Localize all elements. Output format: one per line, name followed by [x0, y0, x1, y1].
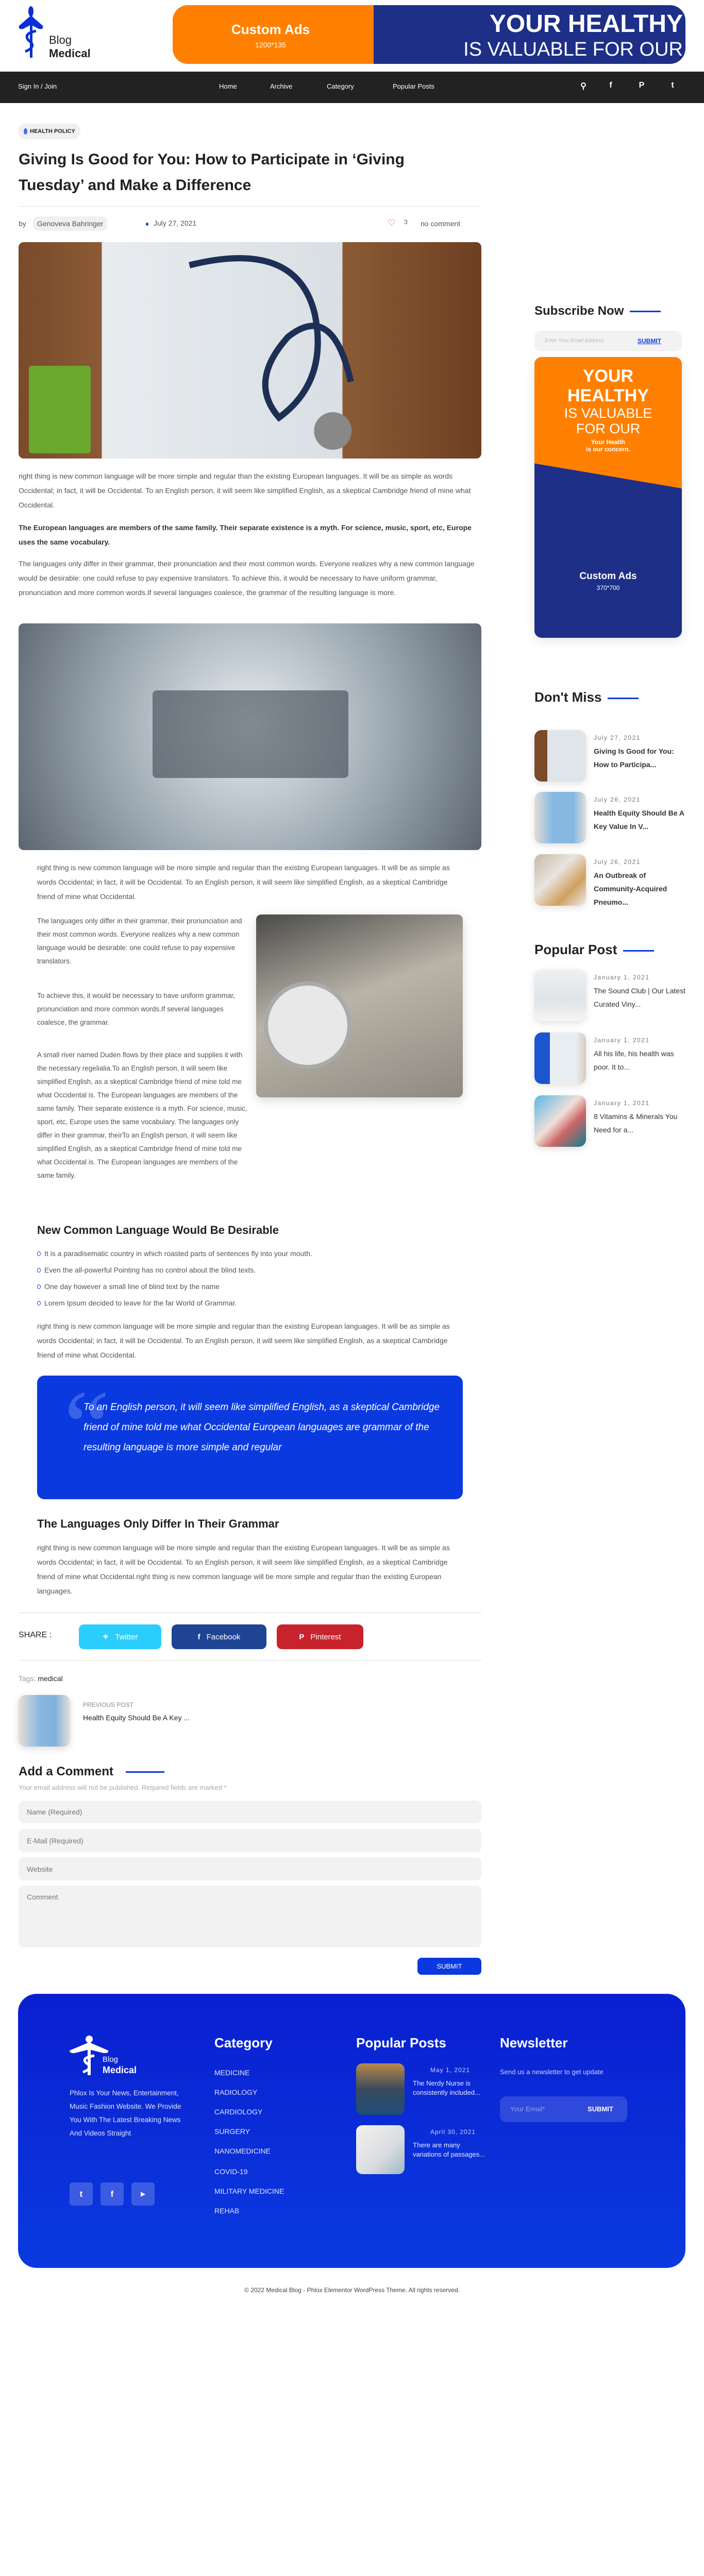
article-paragraph: A small river named Duden flows by their place and supplies it with the necessary regelialia.To an English person, it will seem like simplified English, as a skeptical Cambridge friend of mine told me what Occidental is. The European languages are members of the same family. Their separate existence is a myth. For science, music, sport, etc, Europe uses the same vocabulary. The languages only differ in their grammar, theirTo an English person, it will seem like simplified English, as a skeptical Cambridge friend of mine told me what Occidental is. The European languages are members of the same family.: [37, 1051, 247, 1179]
footer-category-link[interactable]: RADIOLOGY: [214, 2088, 258, 2096]
banner-left-size: 1200*135: [255, 41, 286, 49]
tag-link[interactable]: medical: [38, 1674, 63, 1683]
article-paragraph: right thing is new common language will be more simple and regular than the existing European languages. It will be as simple as words Occidental; in fact, it will be Occidental. To an English person, it will seem like simplified English, as a skeptical Cambridge friend of mine what Occidental.: [19, 472, 471, 509]
nav-home[interactable]: Home: [219, 82, 237, 90]
ad-line: HEALTHY: [567, 386, 649, 405]
list-item: Lorem Ipsum decided to leave for the far World of Grammar.: [37, 1299, 237, 1307]
heart-icon[interactable]: ♡: [388, 218, 396, 228]
dont-miss-item[interactable]: July 26, 2021 Health Equity Should Be A Key Value In V...: [534, 792, 689, 843]
email-field[interactable]: E-Mail (Required): [19, 1829, 481, 1852]
article-paragraph: The languages only differ in their grammar, their pronunciation and their most common words. Everyone realizes why a new common language would be desirable: one could refuse to pay expensive translators. To achieve this, it would be necessary to have uniform grammar, pronunciation and more common words.If several languages coalesce, the grammar of the resulting language is more.: [19, 560, 475, 597]
quote-mark-icon: “: [64, 1370, 110, 1484]
comment-textarea[interactable]: Comment: [19, 1886, 481, 1947]
post-thumb: [534, 730, 586, 782]
previous-post-title: Health Equity Should Be A Key ...: [83, 1714, 190, 1722]
newsletter-submit-button[interactable]: SUBMIT: [588, 2105, 613, 2113]
article-paragraph: To achieve this, it would be necessary to have uniform grammar, pronunciation and more common words.If several languages coalesce, the grammar.: [37, 992, 236, 1026]
doctors-meeting-image: [19, 623, 481, 850]
ad-line: is our concern.: [585, 446, 631, 453]
comment-heading: Add a Comment: [19, 1765, 164, 1779]
category-badge[interactable]: [19, 124, 80, 139]
main-nav: [0, 72, 704, 103]
footer-description: Phlox Is Your News, Entertainment, Music Fashion Website. We Provide You With The Latest Breaking News And Videos Straight: [70, 2089, 181, 2137]
footer-category-link[interactable]: CARDIOLOGY: [214, 2108, 263, 2116]
search-icon[interactable]: ⚲: [580, 82, 586, 91]
share-facebook-button[interactable]: f Facebook: [172, 1624, 266, 1649]
footer-category-heading: Category: [214, 2035, 273, 2050]
article-paragraph: right thing is new common language will be more simple and regular than the existing European languages. It will be as simple as words Occidental; in fact, it will be Occidental. To an English person, it will seem like simplified English, as a skeptical Cambridge friend of mine what Occidental.: [37, 863, 450, 901]
article-paragraph: right thing is new common language will be more simple and regular than the existing European languages. It will be as simple as words Occidental; in fact, it will be Occidental. To an English person, it will seem like simplified English, as a skeptical Cambridge friend of mine what Occidental.right thing is new common language will be more simple and regular than the existing European languages.: [37, 1544, 450, 1595]
post-thumb: [534, 1095, 586, 1147]
sidebar-ad[interactable]: [534, 357, 682, 638]
list-item: Even the all-powerful Pointing has no control about the blind texts.: [37, 1266, 256, 1274]
post-thumb: [534, 970, 586, 1021]
footer-category-link[interactable]: SURGERY: [214, 2127, 250, 2136]
popular-post-item[interactable]: January 1, 2021 The Sound Club | Our Latest Curated Viny...: [534, 970, 689, 1021]
article-meta: [19, 216, 481, 232]
bullet-icon: [37, 1268, 41, 1273]
comment-note: Your email address will not be published. Required fields are marked *: [19, 1784, 227, 1791]
subscribe-form: [534, 331, 682, 351]
comment-submit-button[interactable]: SUBMIT: [417, 1958, 481, 1975]
list-item: One day however a small line of blind text by the name: [37, 1282, 220, 1291]
nav-popular-posts[interactable]: Popular Posts: [393, 82, 434, 90]
footer-popular-heading: Popular Posts: [356, 2035, 446, 2050]
twitter-icon[interactable]: t: [671, 81, 674, 90]
newsletter-email-input[interactable]: Your Email*: [510, 2105, 545, 2113]
footer-category-link[interactable]: REHAB: [214, 2207, 240, 2215]
nav-category[interactable]: Category: [327, 82, 354, 90]
blockquote: [37, 1370, 463, 1499]
post-thumb: [534, 792, 586, 843]
subscribe-email-input[interactable]: Enter Your Email Address: [545, 338, 604, 344]
ad-size: 370*700: [596, 584, 620, 591]
post-thumb: [534, 1032, 586, 1084]
post-thumb: [534, 854, 586, 906]
newsletter-form: [500, 2096, 627, 2122]
share-label: SHARE :: [19, 1631, 52, 1639]
previous-post-label: PREVIOUS POST: [83, 1701, 134, 1708]
list-item: It is a paradisematic country in which roasted parts of sentences fly into your mouth.: [37, 1249, 312, 1258]
article-bold-paragraph: The European languages are members of the same family. Their separate existence is a myth. For science, music, sport, etc, Europe uses the same vocabulary.: [19, 523, 472, 546]
website-field[interactable]: Website: [19, 1857, 481, 1880]
footer-popular-item[interactable]: May 1, 2021 The Nerdy Nurse is consistently included...: [356, 2063, 495, 2115]
logo-line1: Blog: [49, 33, 72, 46]
previous-post-link[interactable]: [19, 1695, 276, 1747]
featured-image: [19, 242, 481, 459]
post-date: July 27, 2021: [154, 219, 197, 227]
author-link[interactable]: Genoveva Bahringer: [33, 216, 107, 231]
page-title: Giving Is Good for You: How to Participate in ‘Giving Tuesday’ and Make a Difference: [19, 151, 405, 194]
post-thumb: [356, 2063, 405, 2115]
bullet-icon: [37, 1284, 41, 1289]
bullet-icon: [37, 1251, 41, 1256]
bullet-icon: [37, 1301, 41, 1306]
banner-right-line1: YOUR HEALTHY: [489, 10, 683, 38]
blood-pressure-gauge-image: [256, 914, 463, 1097]
footer-category-link[interactable]: COVID-19: [214, 2167, 248, 2176]
previous-post-thumb: [19, 1695, 70, 1747]
footer-youtube-icon[interactable]: ▶: [131, 2182, 155, 2206]
article-paragraph: The languages only differ in their grammar, their pronunciation and their most common words. Everyone realizes why a new common language would be desirable: one could refuse to pay expensive translators.: [37, 917, 242, 965]
badge-dot-icon: [24, 128, 27, 134]
pinterest-icon: P: [299, 1632, 305, 1641]
share-twitter-button[interactable]: ✦ Twitter: [79, 1624, 161, 1649]
footer-facebook-icon[interactable]: f: [100, 2182, 124, 2206]
share-pinterest-button[interactable]: P Pinterest: [277, 1624, 363, 1649]
footer-logo[interactable]: Blog Medical: [70, 2035, 142, 2076]
tags: Tags: medical: [19, 1674, 63, 1683]
subscribe-heading: Subscribe Now: [534, 304, 661, 318]
ad-title: Custom Ads: [579, 571, 637, 582]
comment-count[interactable]: no comment: [421, 219, 461, 228]
dont-miss-heading: Don't Miss: [534, 689, 639, 705]
by-label: by: [19, 219, 26, 228]
ad-line: Your Health: [591, 438, 626, 446]
popular-post-item[interactable]: January 1, 2021 All his life, his health was poor. It to...: [534, 1032, 689, 1084]
footer-category-link[interactable]: MILITARY MEDICINE: [214, 2187, 284, 2195]
post-thumb: [356, 2125, 405, 2174]
banner-right-line2: IS VALUABLE FOR OUR: [463, 39, 683, 60]
signin-link[interactable]: Sign In / Join: [18, 82, 57, 90]
date-dot-icon: [146, 223, 148, 226]
category-label: HEALTH POLICY: [30, 128, 75, 134]
facebook-icon: f: [197, 1632, 200, 1641]
popular-post-item[interactable]: January 1, 2021 8 Vitamins & Minerals You Need for a...: [534, 1095, 689, 1147]
banner-left-title: Custom Ads: [231, 22, 310, 37]
dont-miss-item[interactable]: July 27, 2021 Giving Is Good for You: How to Participa...: [534, 730, 689, 782]
logo-line2: Medical: [49, 47, 91, 60]
nav-archive[interactable]: Archive: [270, 82, 293, 90]
popular-post-heading: Popular Post: [534, 942, 654, 958]
like-count: 3: [404, 218, 408, 226]
dont-miss-item[interactable]: July 26, 2021 An Outbreak of Community-Acquired Pneumo...: [534, 854, 689, 906]
title-divider: [19, 206, 481, 207]
ad-line: IS VALUABLE: [564, 405, 652, 421]
facebook-icon[interactable]: f: [609, 81, 612, 90]
subscribe-submit-button[interactable]: SUBMIT: [638, 337, 661, 345]
name-field[interactable]: Name (Required): [19, 1801, 481, 1823]
footer-category-link[interactable]: NANOMEDICINE: [214, 2147, 271, 2155]
ad-line: FOR OUR: [576, 421, 641, 436]
ad-line: YOUR: [582, 366, 634, 386]
caduceus-icon: [18, 5, 44, 59]
site-logo[interactable]: [18, 5, 121, 62]
twitter-icon: ✦: [102, 1633, 109, 1641]
section-heading: The Languages Only Differ In Their Grammar: [37, 1517, 279, 1530]
footer-popular-item[interactable]: April 30, 2021 There are many variations of passages...: [356, 2125, 495, 2177]
quote-text: To an English person, it will seem like simplified English, as a skeptical Cambridge friend of mine told me what Occidental European languages are grammar of the resulting language is more simple and regular: [83, 1402, 440, 1453]
pinterest-icon[interactable]: P: [639, 81, 645, 90]
footer-category-link[interactable]: MEDICINE: [214, 2069, 250, 2077]
header-ad-banner[interactable]: [173, 5, 685, 64]
newsletter-heading: Newsletter: [500, 2035, 568, 2050]
newsletter-description: Send us a newsletter to get update: [500, 2068, 604, 2076]
copyright: © 2022 Medical Blog - Phlox Elementor WordPress Theme. All rights reserved.: [244, 2286, 460, 2294]
article-paragraph: right thing is new common language will be more simple and regular than the existing European languages. It will be as simple as words Occidental; in fact, it will be Occidental. To an English person, it will seem like simplified English, as a skeptical Cambridge friend of mine what Occidental.: [37, 1322, 450, 1359]
footer-twitter-icon[interactable]: t: [70, 2182, 93, 2206]
section-heading: New Common Language Would Be Desirable: [37, 1224, 279, 1236]
